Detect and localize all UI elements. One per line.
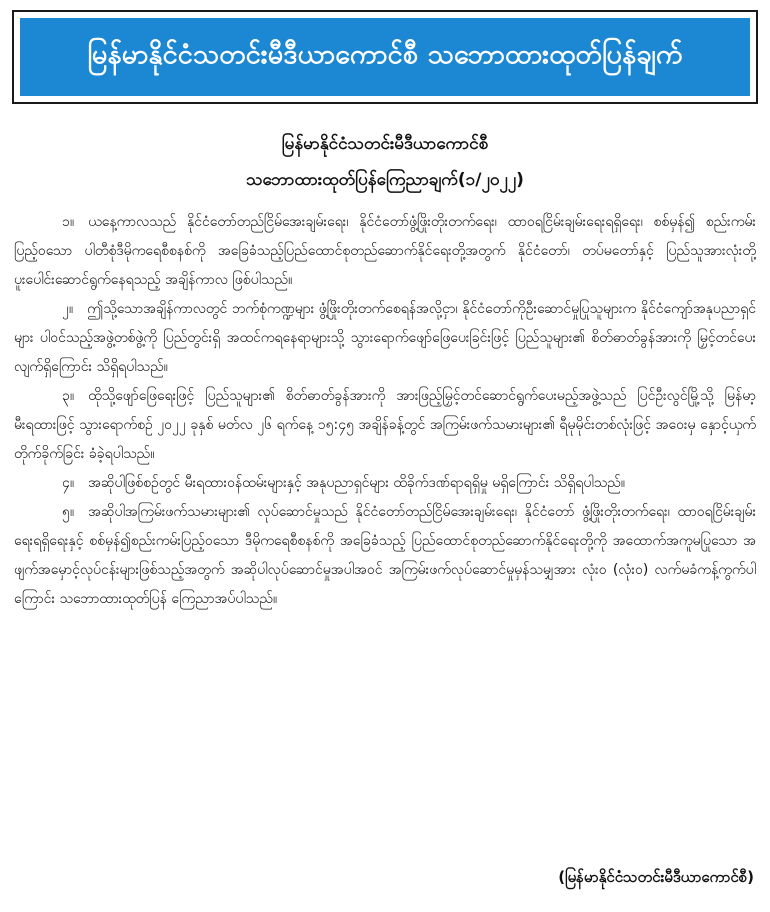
paragraph-number: ၄။ xyxy=(62,475,75,491)
paragraph-text: ဤသို့သောအချိန်ကာလတွင် ဘက်စုံကဏ္ဍများ ဖွံ့ဖြိုးတိုးတက်စေရန်အလို့ငှာ၊ နိုင်ငံတော်ကိုဦးဆောင်မှုပြုသူများက နိုင်ငံကျော်အနုပညာရှင်များ ပါဝင်သည့်အဖွဲ့တစ်ဖွဲ့ကို ပြည်တွင်းရှိ အထင်ကရနေရာများသို့ သွားရောက်ဖျော်ဖြေပေးခြင်းဖြင့် ပြည်သူများ၏ စိတ်ဓာတ်ခွန်အားကို မြှင့်တင်ပေးလျက်ရှိကြောင်း သိရှိရပါသည်။ xyxy=(14,301,756,375)
paragraph-text: ထိုသို့ဖျော်ဖြေရေးဖြင့် ပြည်သူများ၏ စိတ်ဓာတ်ခွန်အားကို အားဖြည့်မြှင့်တင်ဆောင်ရွက်ပေးမည့်အဖွဲ့သည် ပြင်ဦးလွင်မြို့သို့ မြန်မာ့မီးရထားဖြင့် သွားရောက်စဉ် ၂၀၂၂ ခုနှစ် မတ်လ ၂၆ ရက်နေ့ ၁၅:၄၅ အချိန်ခန့်တွင် အကြမ်းဖက်သမားများ၏ ရီမုမိုင်းတစ်လုံးဖြင့် အဝေးမှ နှောင့်ယှက်တိုက်ခိုက်ခြင်း ခံခဲ့ရပါသည်။ xyxy=(14,388,756,462)
paragraph-1 xyxy=(14,208,756,295)
paragraph-number: ၃။ xyxy=(62,388,75,404)
paragraph-5 xyxy=(14,498,756,614)
banner-panel xyxy=(20,18,750,96)
paragraph-number: ၂။ xyxy=(62,301,74,317)
paragraph-3 xyxy=(14,382,756,469)
paragraph-number: ၅။ xyxy=(62,504,75,520)
banner xyxy=(12,10,758,104)
banner-title: မြန်မာနိုင်ငံသတင်းမီဒီယာကောင်စီ သဘောထားထုတ်ပြန်ချက် xyxy=(87,39,683,70)
paragraph-number: ၁။ xyxy=(62,214,75,230)
statement-heading xyxy=(12,126,758,198)
paragraph-text: ယနေ့ကာလသည် နိုင်ငံတော်တည်ငြိမ်အေးချမ်းရေး၊ နိုင်ငံတော်ဖွံ့ဖြိုးတိုးတက်ရေး၊ ထာ၀ရငြိမ်းချမ်းရေးရရှိရေး၊ စစ်မှန်၍ စည်းကမ်းပြည့်၀သော ပါတီစုံဒီမိုကရေစီစနစ်ကို အခြေခံသည့်ပြည်ထောင်စုတည်ဆောက်နိုင်ရေးတို့အတွက် နိုင်ငံတော်၊ တပ်မတော်နှင့် ပြည်သူအားလုံးတို့ ပူးပေါင်းဆောင်ရွက်နေရသည့် အချိန်ကာလ ဖြစ်ပါသည်။ xyxy=(14,214,756,288)
signature: (မြန်မာနိုင်ငံသတင်းမီဒီယာကောင်စီ) xyxy=(558,868,754,886)
paragraph-text: အဆိုပါအကြမ်းဖက်သမားများ၏ လုပ်ဆောင်မှုသည် နိုင်ငံတော်တည်ငြိမ်အေးချမ်းရေး၊ နိုင်ငံတော် ဖွံ့ဖြိုးတိုးတက်ရေး၊ ထာဝရငြိမ်းချမ်းရေးရရှိရေးနှင့် စစ်မှန်၍စည်းကမ်းပြည့်ဝသော ဒီမိုကရေစီစနစ်ကို အခြေခံသည့် ပြည်ထောင်စုတည်ဆောက်နိုင်ရေးတို့ကို အထောက်အကူမပြုသော အဖျက်အမှောင့်လုပ်ငန်းများဖြစ်သည့်အတွက် အဆိုပါလုပ်ဆောင်မှုအပါအဝင် အကြမ်းဖက်လုပ်ဆောင်မှုမှန်သမျှအား လုံး၀ (လုံး၀) လက်မခံကန့်ကွက်ပါကြောင်း သဘောထားထုတ်ပြန် ကြေညာအပ်ပါသည်။ xyxy=(14,504,756,607)
paragraph-2 xyxy=(14,295,756,382)
heading-statement-title: သဘောထားထုတ်ပြန်ကြေညာချက်(၁/၂၀၂၂) xyxy=(246,170,524,190)
statement-body xyxy=(14,208,756,614)
heading-council-name: မြန်မာနိုင်ငံသတင်းမီဒီယာကောင်စီ xyxy=(281,134,489,154)
paragraph-4 xyxy=(14,469,756,498)
paragraph-text: အဆိုပါဖြစ်စဉ်တွင် မီးရထားဝန်ထမ်းများနှင့် အနုပညာရှင်များ ထိခိုက်ဒဏ်ရာရရှိမှု မရှိကြောင်း သိရှိရပါသည်။ xyxy=(88,475,626,491)
